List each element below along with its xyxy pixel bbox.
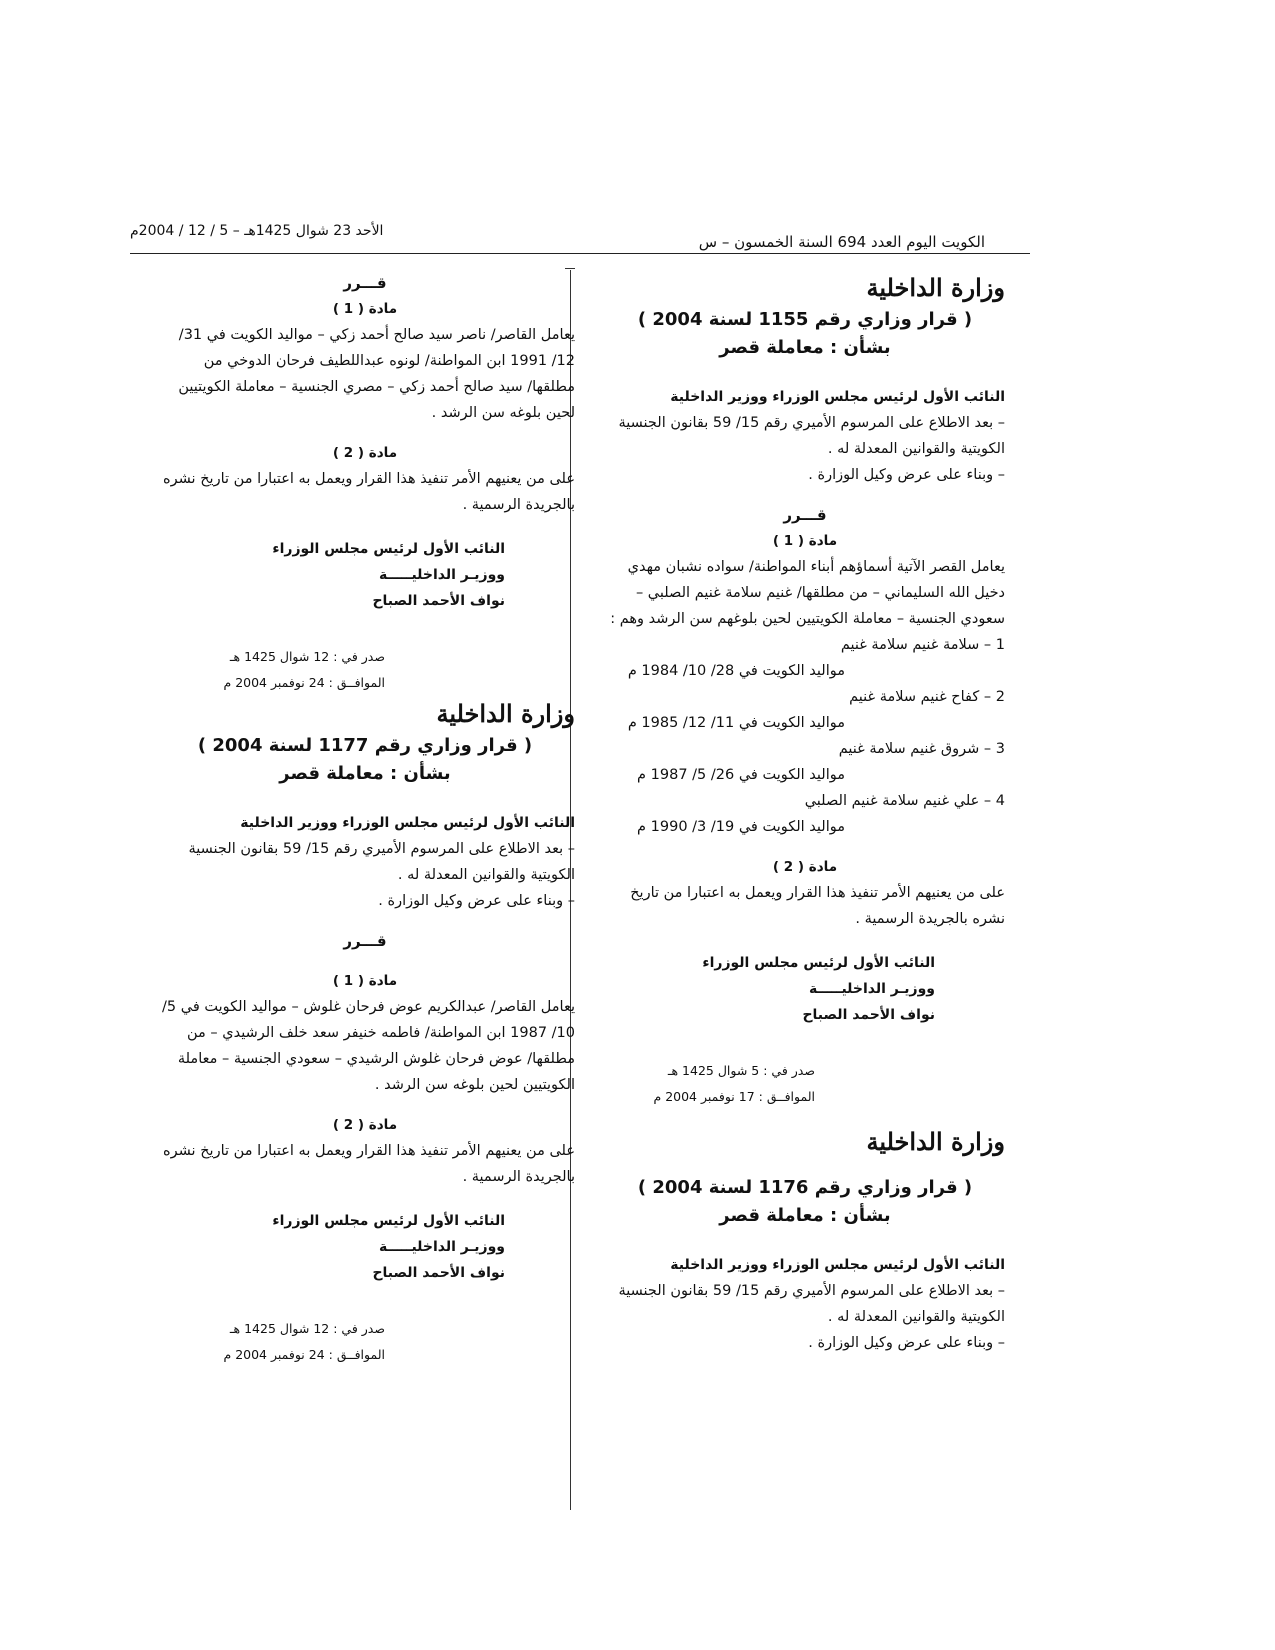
issued-date: صدر في : 5 شوال 1425 هـ: [667, 1063, 815, 1078]
issued-date: صدر في : 12 شوال 1425 هـ: [229, 1321, 385, 1336]
child-birth: مواليد الكويت في 11/ 12/ 1985 م: [627, 715, 845, 731]
left-column: [155, 270, 575, 1368]
article-1-text: يعامل القاصر/ عبدالكريم عوض فرحان غلوش – مواليد الكويت في 5/ 10/ 1987 ابن المواطنة/ فاطمه خنيفر سعد خلف الرشيدي – من مطلقها/ عوض فرحان غلوش الرشيدي – سعودي الجنسية – معاملة الكويتيين لحين بلوغه سن الرشد .: [162, 999, 575, 1093]
corresponding-date: الموافــق : 17 نوفمبر 2004 م: [653, 1089, 815, 1104]
signature-title: النائب الأول لرئيس مجلس الوزراء: [272, 541, 505, 557]
issue-dates: [155, 1316, 385, 1368]
preamble-proposal: – وبناء على عرض وكيل الوزارة .: [378, 893, 575, 909]
article-2-heading: مادة ( 2 ): [332, 1117, 398, 1133]
corresponding-date: الموافــق : 24 نوفمبر 2004 م: [223, 1347, 385, 1362]
decree-1176-decision: [155, 270, 575, 696]
decision-subject: بشأن : معاملة قصر: [719, 1205, 891, 1226]
issued-date: صدر في : 12 شوال 1425 هـ: [229, 649, 385, 664]
article-1-text: يعامل القصر الآتية أسماؤهم أبناء المواطنة/ سواده نشبان مهدي دخيل الله السليماني – من مطلقها/ غنيم سلامة غنيم الصلبي – سعودي الجنسية – معاملة الكويتيين لحين بلوغهم سن الرشد وهم :: [610, 559, 1005, 627]
signature-ministry: ووزيـر الداخليـــــة: [379, 1239, 505, 1255]
article-1-heading: مادة ( 1 ): [332, 301, 398, 317]
decision-subject: بشأن : معاملة قصر: [279, 763, 451, 784]
ministry-heading: وزارة الداخلية: [866, 1127, 1005, 1156]
header-date: الأحد 23 شوال 1425هـ – 5 / 12 / 2004م: [130, 223, 384, 239]
preamble-decree: – بعد الاطلاع على المرسوم الأميري رقم 15/ 59 بقانون الجنسية الكويتية والقوانين المعدلة له .: [188, 841, 575, 883]
article-2-text: على من يعنيهم الأمر تنفيذ هذا القرار ويعمل به اعتبارا من تاريخ نشره بالجريدة الرسمية .: [163, 471, 575, 513]
article-1-heading: مادة ( 1 ): [772, 533, 838, 549]
signature-ministry: ووزيـر الداخليـــــة: [809, 981, 935, 997]
column-divider-tick: [565, 268, 575, 269]
signature-name: نواف الأحمد الصباح: [372, 593, 505, 609]
header-divider: [130, 253, 1030, 254]
ministry-heading: وزارة الداخلية: [866, 273, 1005, 302]
signature-block: [155, 536, 505, 614]
decree-1155: [605, 270, 1005, 1110]
corresponding-date: الموافــق : 24 نوفمبر 2004 م: [223, 675, 385, 690]
issue-dates: [605, 1058, 815, 1110]
preamble-proposal: – وبناء على عرض وكيل الوزارة .: [808, 1335, 1005, 1351]
issuer-line: النائب الأول لرئيس مجلس الوزراء ووزير الداخلية: [670, 389, 1005, 405]
article-2-heading: مادة ( 2 ): [772, 859, 838, 875]
child-birth: مواليد الكويت في 19/ 3/ 1990 م: [637, 819, 845, 835]
decision-title: ( قرار وزاري رقم 1176 لسنة 2004 ): [637, 1177, 973, 1198]
article-2-text: على من يعنيهم الأمر تنفيذ هذا القرار ويعمل به اعتبارا من تاريخ نشره بالجريدة الرسمية .: [630, 885, 1005, 927]
child-name: 4 – علي غنيم سلامة غنيم الصلبي: [804, 793, 1005, 809]
child-name: 3 – شروق غنيم سلامة غنيم: [838, 741, 1005, 757]
child-birth: مواليد الكويت في 28/ 10/ 1984 م: [627, 663, 845, 679]
signature-ministry: ووزيـر الداخليـــــة: [379, 567, 505, 583]
signature-block: [155, 1208, 505, 1286]
article-1-heading: مادة ( 1 ): [332, 973, 398, 989]
signature-name: نواف الأحمد الصباح: [372, 1265, 505, 1281]
header-publication: الكويت اليوم العدد 694 السنة الخمسون – س: [698, 233, 985, 251]
decided-heading: قـــرر: [343, 932, 387, 950]
issuer-line: النائب الأول لرئيس مجلس الوزراء ووزير الداخلية: [240, 815, 575, 831]
signature-title: النائب الأول لرئيس مجلس الوزراء: [702, 955, 935, 971]
signature-name: نواف الأحمد الصباح: [802, 1007, 935, 1023]
child-name: 1 – سلامة غنيم سلامة غنيم: [840, 637, 1005, 653]
child-name: 2 – كفاح غنيم سلامة غنيم: [849, 689, 1005, 705]
decision-title: ( قرار وزاري رقم 1177 لسنة 2004 ): [197, 735, 533, 756]
ministry-heading: وزارة الداخلية: [436, 699, 575, 728]
decree-1176: [605, 1124, 1005, 1356]
issue-dates: [155, 644, 385, 696]
article-2-heading: مادة ( 2 ): [332, 445, 398, 461]
signature-block: [605, 950, 935, 1028]
preamble-decree: – بعد الاطلاع على المرسوم الأميري رقم 15/ 59 بقانون الجنسية الكويتية والقوانين المعدلة له .: [618, 415, 1005, 457]
decision-title: ( قرار وزاري رقم 1155 لسنة 2004 ): [637, 309, 973, 330]
decision-subject: بشأن : معاملة قصر: [719, 337, 891, 358]
preamble-decree: – بعد الاطلاع على المرسوم الأميري رقم 15/ 59 بقانون الجنسية الكويتية والقوانين المعدلة له .: [618, 1283, 1005, 1325]
issuer-line: النائب الأول لرئيس مجلس الوزراء ووزير الداخلية: [670, 1257, 1005, 1273]
child-birth: مواليد الكويت في 26/ 5/ 1987 م: [637, 767, 845, 783]
decided-heading: قـــرر: [783, 506, 827, 524]
article-1-text: يعامل القاصر/ ناصر سيد صالح أحمد زكي – مواليد الكويت في 31/ 12/ 1991 ابن المواطنة/ لونوه عبداللطيف فرحان الدوخي من مطلقها/ سيد صالح أحمد زكي – مصري الجنسية – معاملة الكويتيين لحين بلوغه سن الرشد .: [178, 327, 575, 421]
signature-title: النائب الأول لرئيس مجلس الوزراء: [272, 1213, 505, 1229]
right-column: [605, 270, 1005, 1356]
preamble-proposal: – وبناء على عرض وكيل الوزارة .: [808, 467, 1005, 483]
decree-1177: [155, 696, 575, 1368]
article-2-text: على من يعنيهم الأمر تنفيذ هذا القرار ويعمل به اعتبارا من تاريخ نشره بالجريدة الرسمية .: [163, 1143, 575, 1185]
decided-heading: قـــرر: [343, 274, 387, 292]
